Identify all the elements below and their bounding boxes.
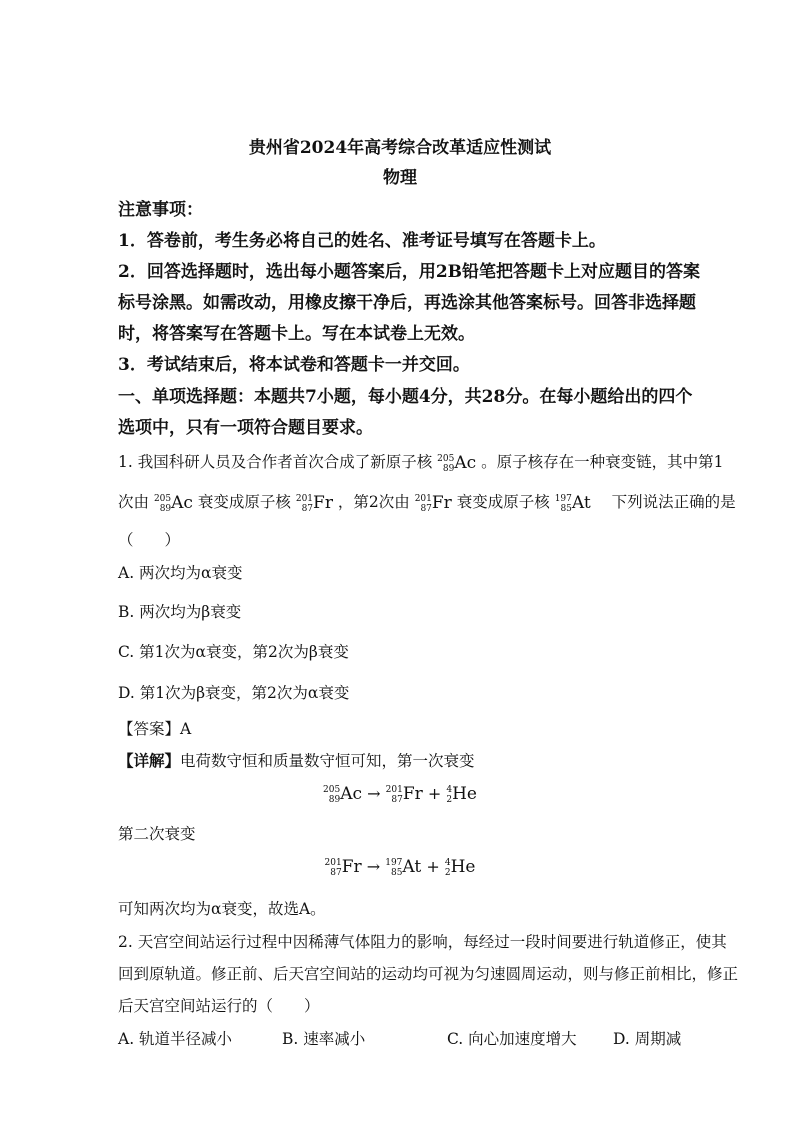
- notes-heading: 注意事项：: [118, 200, 203, 220]
- q1-text: ，第2次由: [337, 493, 410, 511]
- q2-option-b: B. 速率减小: [282, 1030, 366, 1048]
- q1-option-c: C. 第1次为α衰变，第2次为β衰变: [118, 643, 349, 661]
- q1-stem-line: [118, 490, 736, 514]
- q1-option-b: B. 两次均为β衰变: [118, 603, 242, 621]
- subject-title: 物理: [383, 168, 417, 188]
- q1-option-a: A. 两次均为α衰变: [118, 564, 243, 582]
- equation-2: 201 87 Fr → 197 85 At + 4 2 He: [324, 857, 476, 878]
- q1-answer: 【答案】A: [118, 720, 192, 738]
- q1-text: 衰变成原子核: [456, 493, 550, 511]
- q1-detail: 【详解】电荷数守恒和质量数守恒可知，第一次衰变: [118, 751, 475, 770]
- q1-blank: （ ）: [118, 531, 181, 549]
- nuclide-ac: 205 89 Ac: [153, 492, 193, 514]
- q1-text: 1. 我国科研人员及合作者首次合成了新原子核: [118, 453, 433, 471]
- exam-title: 贵州省2024年高考综合改革适应性测试: [248, 138, 552, 158]
- q2-option-c: C. 向心加速度增大: [447, 1030, 577, 1048]
- note-line: 时，将答案写在答题卡上。写在本试卷上无效。: [118, 324, 475, 344]
- equation-1: 205 89 Ac → 201 87 Fr + 4 2 He: [323, 784, 477, 805]
- note-line: 1．答卷前，考生务必将自己的姓名、准考证号填写在答题卡上。: [118, 231, 606, 251]
- note-line: 3．考试结束后，将本试卷和答题卡一并交回。: [118, 355, 470, 375]
- nuclide-fr: 201 87 Fr: [295, 492, 333, 514]
- q1-text: 。原子核存在一种衰变链，其中第1: [481, 453, 724, 471]
- note-line: 2．回答选择题时，选出每小题答案后，用2B铅笔把答题卡上对应题目的答案: [118, 262, 701, 282]
- note-line: 标号涂黑。如需改动，用橡皮擦干净后，再选涂其他答案标号。回答非选择题: [118, 293, 696, 313]
- q2-option-d: D. 周期减: [613, 1030, 682, 1048]
- nuclide-at: 197 85 At: [554, 492, 591, 514]
- q1-second-decay: 第二次衰变: [118, 825, 196, 843]
- q2-stem-line: 回到原轨道。修正前、后天宫空间站的运动均可视为匀速圆周运动，则与修正前相比，修正: [118, 965, 739, 983]
- section-heading: 选项中，只有一项符合题目要求。: [118, 418, 373, 438]
- nuclide-ac: 205 89 Ac: [437, 452, 477, 474]
- q1-text: 衰变成原子核: [197, 493, 291, 511]
- q2-option-a: A. 轨道半径减小: [118, 1030, 233, 1048]
- q1-option-d: D. 第1次为β衰变，第2次为α衰变: [118, 684, 350, 702]
- q1-text: 下列说法正确的是: [611, 493, 736, 511]
- q1-conclusion: 可知两次均为α衰变，故选A。: [118, 900, 326, 918]
- section-heading: 一、单项选择题：本题共7小题，每小题4分，共28分。在每小题给出的四个: [118, 387, 693, 407]
- q1-text: 次由: [118, 493, 150, 511]
- q2-stem-line: 后天宫空间站运行的（ ）: [118, 997, 320, 1015]
- q2-stem-line: 2. 天宫空间站运行过程中因稀薄气体阻力的影响，每经过一段时间要进行轨道修正，使其: [118, 933, 727, 951]
- q1-stem-line: [118, 450, 723, 474]
- nuclide-fr: 201 87 Fr: [414, 492, 452, 514]
